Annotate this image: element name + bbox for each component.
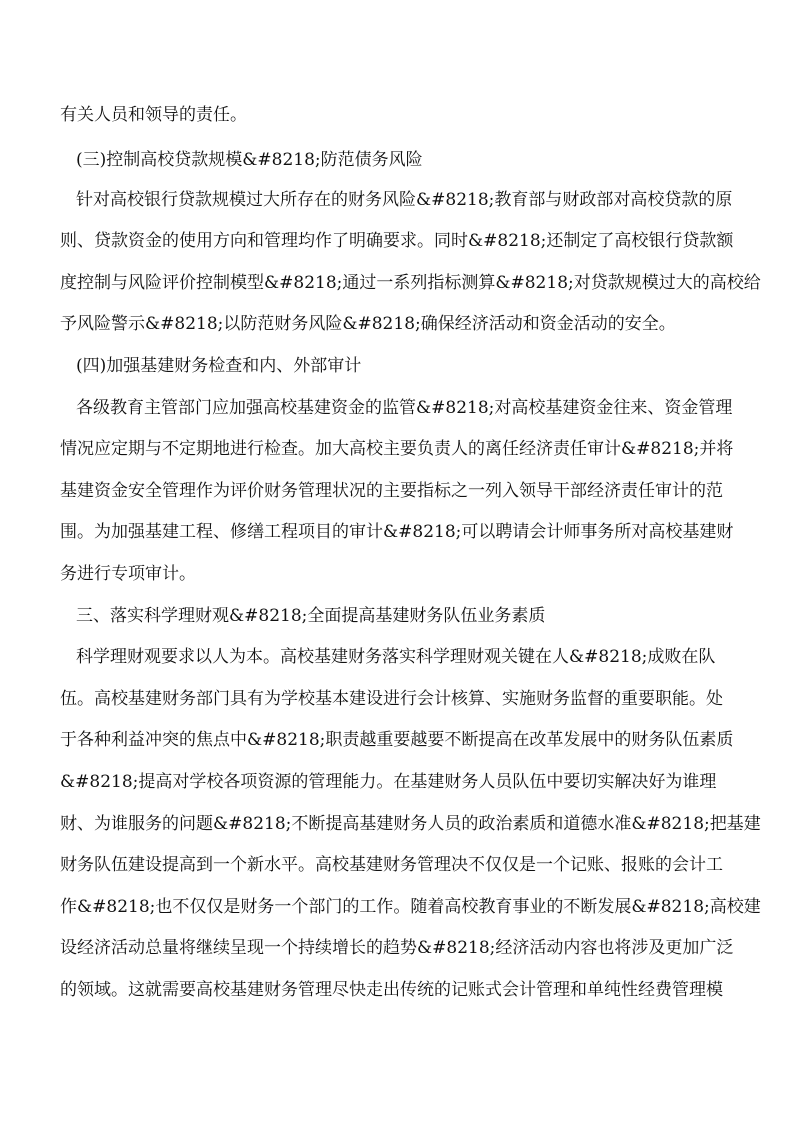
paragraph-line: 科学理财观要求以人为本。高校基建财务落实科学理财观关键在人&#8218;成败在队 — [76, 647, 716, 667]
paragraph-line: 各级教育主管部门应加强高校基建资金的监管&#8218;对高校基建资金往来、资金管理 — [76, 398, 733, 418]
paragraph-line: 设经济活动总量将继续呈现一个持续增长的趋势&#8218;经济活动内容也将涉及更加广泛 — [60, 938, 734, 958]
paragraph-line: 务进行专项审计。 — [60, 564, 196, 584]
paragraph-line: 则、贷款资金的使用方向和管理均作了明确要求。同时&#8218;还制定了高校银行贷款额 — [60, 231, 734, 251]
paragraph-line: 度控制与风险评价控制模型&#8218;通过一系列指标测算&#8218;对贷款规模过大的高校给 — [60, 273, 761, 293]
paragraph-line: 于各种利益冲突的焦点中&#8218;职责越重要越要不断提高在改革发展中的财务队伍素质 — [60, 730, 734, 750]
paragraph-line: 围。为加强基建工程、修缮工程项目的审计&#8218;可以聘请会计师事务所对高校基建财 — [60, 522, 734, 542]
section-heading: (四)加强基建财务检查和内、外部审计 — [76, 356, 362, 376]
section-heading: (三)控制高校贷款规模&#8218;防范债务风险 — [76, 150, 423, 170]
paragraph-line: 财务队伍建设提高到一个新水平。高校基建财务管理决不仅仅是一个记账、报账的会计工 — [60, 855, 723, 875]
paragraph-line: 针对高校银行贷款规模过大所存在的财务风险&#8218;教育部与财政部对高校贷款的原 — [76, 190, 733, 210]
paragraph-line: 予风险警示&#8218;以防范财务风险&#8218;确保经济活动和资金活动的安全。 — [60, 314, 676, 334]
paragraph-line: 的领域。这就需要高校基建财务管理尽快走出传统的记账式会计管理和单纯性经费管理模 — [60, 980, 723, 1000]
paragraph-line: &#8218;提高对学校各项资源的管理能力。在基建财务人员队伍中要切实解决好为谁理 — [60, 772, 717, 792]
paragraph-line: 财、为谁服务的问题&#8218;不断提高基建财务人员的政治素质和道德水准&#8218;把基建 — [60, 814, 761, 834]
section-heading: 三、落实科学理财观&#8218;全面提高基建财务队伍业务素质 — [76, 606, 546, 626]
paragraph-line: 作&#8218;也不仅仅是财务一个部门的工作。随着高校教育事业的不断发展&#8218;高校建 — [60, 897, 761, 917]
paragraph-line: 有关人员和领导的责任。 — [60, 105, 247, 125]
paragraph-line: 伍。高校基建财务部门具有为学校基本建设进行会计核算、实施财务监督的重要职能。处 — [60, 689, 723, 709]
paragraph-line: 情况应定期与不定期地进行检查。加大高校主要负责人的离任经济责任审计&#8218;并将 — [60, 439, 734, 459]
paragraph-line: 基建资金安全管理作为评价财务管理状况的主要指标之一列入领导干部经济责任审计的范 — [60, 481, 723, 501]
